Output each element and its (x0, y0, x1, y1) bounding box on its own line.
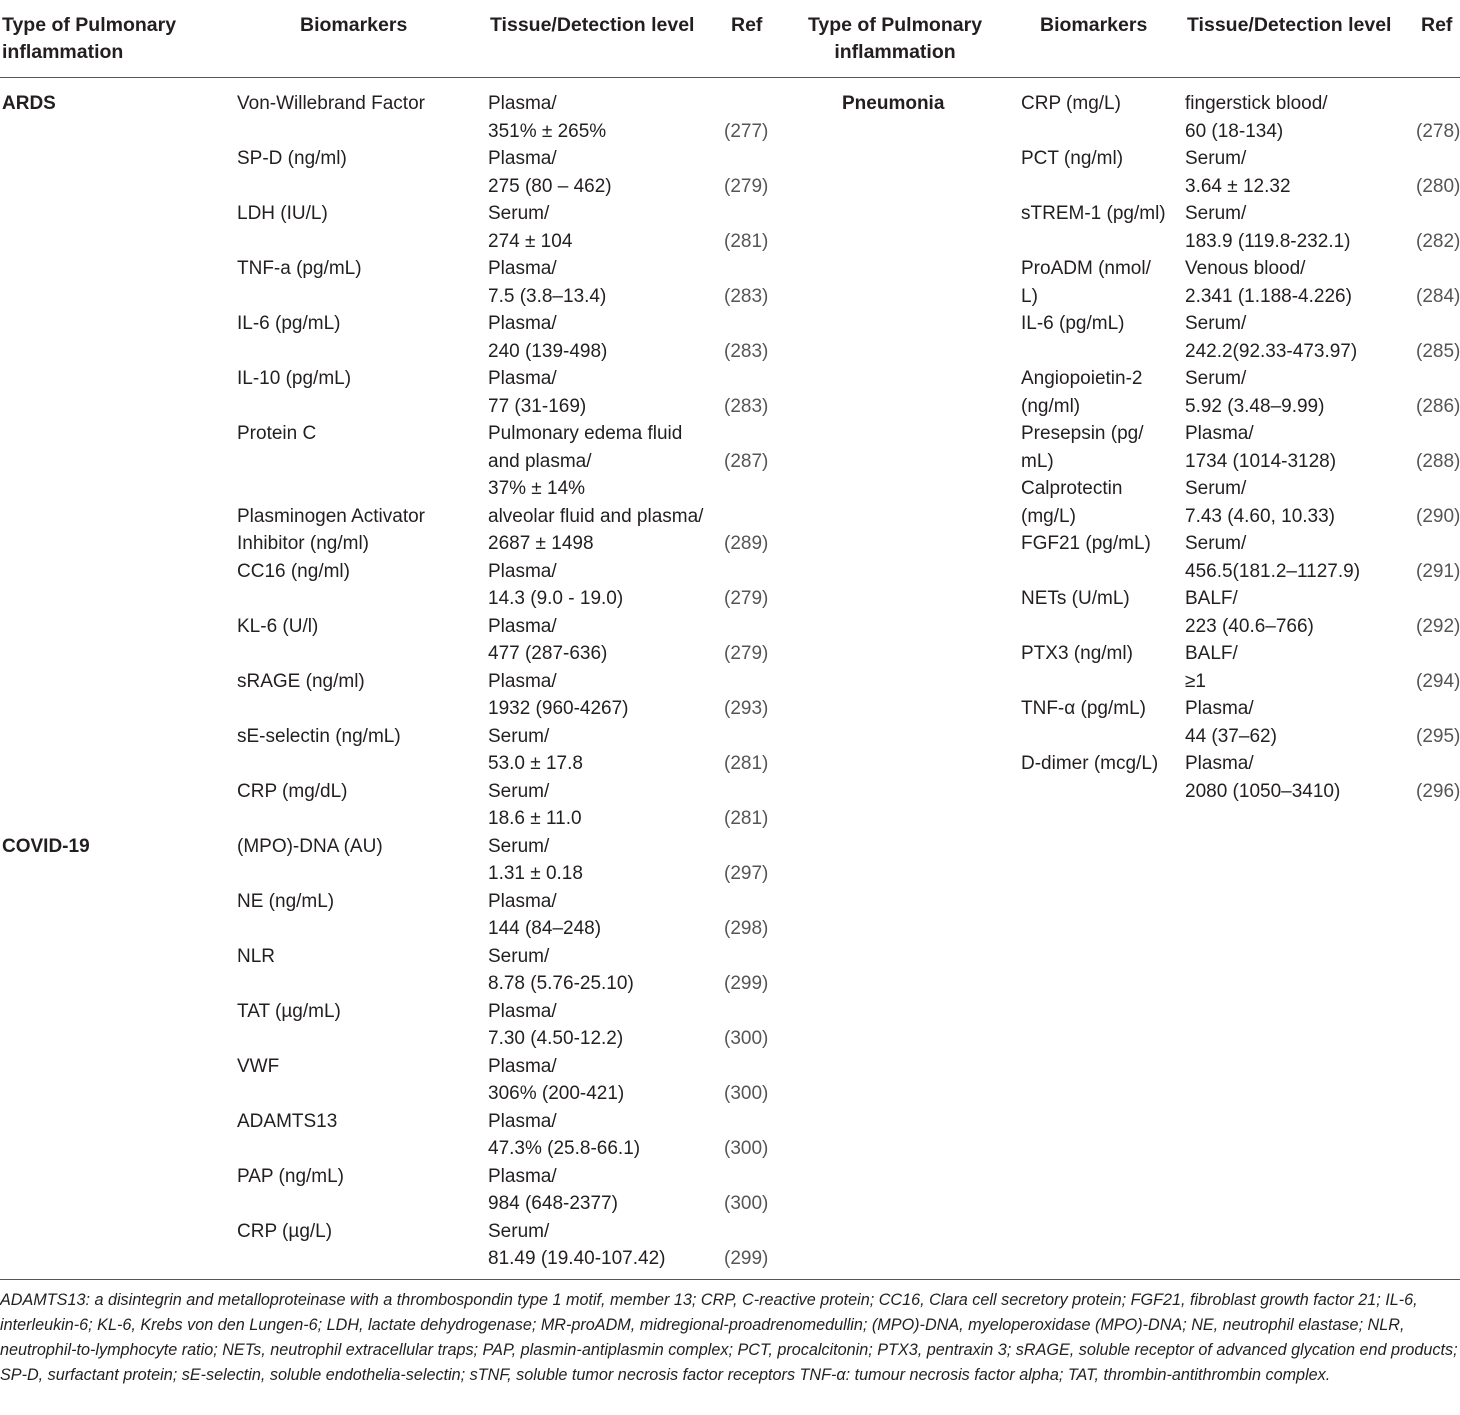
header-tissue-right: Tissue/Detection level (1187, 14, 1392, 36)
biomarker-cell: KL-6 (U/l) (237, 615, 319, 637)
tissue-cell: Plasma/ 44 (37–62) (1185, 698, 1277, 747)
tissue-cell: Plasma/ 7.5 (3.8–13.4) (488, 258, 607, 307)
biomarker-cell: CRP (mg/L) (1021, 93, 1121, 114)
biomarker-cell: PCT (ng/ml) (1021, 148, 1124, 169)
biomarker-cell: CRP (mg/dL) (237, 780, 348, 802)
ref-cell: (300) (724, 1083, 769, 1104)
biomarker-cell: D-dimer (mcg/L) (1021, 753, 1159, 774)
biomarker-cell: PTX3 (ng/ml) (1021, 643, 1133, 664)
biomarker-cell: Plasminogen Activator Inhibitor (ng/ml) (237, 505, 425, 554)
tissue-cell: Plasma/ 77 (31-169) (488, 368, 587, 417)
biomarker-cell: NLR (237, 945, 276, 967)
ref-cell: (287) (724, 450, 769, 472)
ref-cell: (279) (724, 175, 769, 197)
tissue-cell: Plasma/ 1734 (1014-3128) (1185, 423, 1337, 472)
category-label: Pneumonia (842, 93, 945, 114)
table-footnote: ADAMTS13: a disintegrin and metalloproteinase with a thrombospondin type 1 motif, member 13; CRP, C-reactive protein; CC16, Clara cell secretory protein; FGF21, fibroblast growth factor 21; IL-6, interleukin-6; KL-6, Krebs von den Lungen-6; LDH, lactate dehydrogenase; MR-proADM, midregional-proadrenomedullin; (MPO)-DNA, myeloperoxidase (MPO)-DNA; NE, neutrophil elastase; NLR, neutrophil-to-lymphocyte ratio; NETs, neutrophil extracellular traps; PAP, plasmin-antiplasmin complex; PCT, procalcitonin; PTX3, pentraxin 3; sRAGE, soluble receptor of advanced glycation end products; SP-D, surfactant protein; sE-selectin, soluble endothelia-selectin; sTNF, soluble tumor necrosis factor receptors TNF-α: tumour necrosis factor alpha; TAT, thrombin-antithrombin complex. (0, 1291, 1458, 1384)
tissue-cell: Serum/ 18.6 ± 11.0 (488, 780, 582, 829)
category-label: COVID-19 (2, 835, 90, 857)
biomarker-cell: NETs (U/mL) (1021, 588, 1130, 609)
header-divider (0, 77, 1460, 78)
biomarker-cell: FGF21 (pg/mL) (1021, 533, 1151, 554)
header-tissue-left: Tissue/Detection level (490, 14, 695, 36)
biomarker-cell: SP-D (ng/ml) (237, 148, 347, 169)
biomarker-cell: LDH (IU/L) (237, 203, 328, 224)
biomarker-cell: CC16 (ng/ml) (237, 560, 350, 582)
biomarker-cell: IL-6 (pg/mL) (1021, 313, 1125, 334)
tissue-cell: Plasma/ 14.3 (9.0 - 19.0) (488, 560, 624, 609)
tissue-cell: Plasma/ 240 (139-498) (488, 313, 608, 362)
biomarker-cell: VWF (237, 1055, 280, 1077)
biomarker-cell: IL-10 (pg/mL) (237, 368, 352, 389)
tissue-cell: Plasma/ 351% ± 265% (488, 93, 607, 142)
header-biomarkers-left: Biomarkers (300, 14, 408, 36)
header-type-left: Type of Pulmonary inflammation (2, 14, 177, 63)
biomarker-cell: sE-selectin (ng/mL) (237, 725, 401, 747)
tissue-cell: Serum/ 7.43 (4.60, 10.33) (1185, 478, 1335, 527)
tissue-cell: Serum/ 5.92 (3.48–9.99) (1185, 368, 1325, 417)
ref-cell: (281) (724, 230, 769, 252)
header-ref-left: Ref (731, 14, 763, 36)
tissue-cell: Serum/ 8.78 (5.76-25.10) (488, 945, 634, 994)
ref-cell: (282) (1416, 230, 1460, 252)
biomarker-cell: Angiopoietin-2 (ng/ml) (1021, 368, 1143, 417)
ref-cell: (281) (724, 753, 769, 774)
biomarker-cell: Von-Willebrand Factor (237, 93, 425, 114)
ref-cell: (293) (724, 698, 769, 719)
tissue-cell: Serum/ 81.49 (19.40-107.42) (488, 1220, 666, 1269)
ref-cell: (299) (724, 973, 769, 994)
ref-cell: (285) (1416, 340, 1460, 362)
tissue-cell: Serum/ 242.2(92.33-473.97) (1185, 313, 1358, 362)
header-type-right: Type of Pulmonary inflammation (807, 14, 983, 63)
ref-cell: (296) (1416, 780, 1460, 802)
header-biomarkers-right: Biomarkers (1040, 14, 1148, 36)
tissue-cell: Plasma/ 7.30 (4.50-12.2) (488, 1000, 624, 1049)
tissue-cell: Plasma/ 144 (84–248) (488, 890, 602, 939)
biomarker-cell: NE (ng/mL) (237, 890, 335, 912)
ref-cell: (284) (1416, 285, 1460, 307)
tissue-cell: Serum/ 456.5(181.2–1127.9) (1185, 533, 1361, 582)
biomarker-cell: Calprotectin (mg/L) (1021, 478, 1123, 527)
tissue-cell: BALF/ ≥1 (1185, 643, 1238, 692)
category-label: ARDS (2, 93, 56, 114)
biomarker-cell: TAT (µg/mL) (237, 1000, 341, 1022)
tissue-cell: fingerstick blood/ 60 (18-134) (1185, 93, 1328, 142)
ref-cell: (290) (1416, 505, 1460, 527)
ref-cell: (295) (1416, 725, 1460, 747)
tissue-cell: alveolar fluid and plasma/ 2687 ± 1498 (488, 505, 704, 554)
tissue-cell: Plasma/ 477 (287-636) (488, 615, 608, 664)
ref-cell: (300) (724, 1193, 769, 1214)
ref-cell: (283) (724, 285, 769, 307)
ref-cell: (292) (1416, 615, 1460, 637)
ref-cell: (297) (724, 863, 769, 884)
tissue-cell: Plasma/ 275 (80 – 462) (488, 148, 612, 197)
ref-cell: (283) (724, 395, 769, 417)
tissue-cell: Venous blood/ 2.341 (1.188-4.226) (1185, 258, 1352, 307)
biomarker-cell: TNF-α (pg/mL) (1021, 698, 1146, 719)
ref-cell: (298) (724, 918, 769, 939)
tissue-cell: BALF/ 223 (40.6–766) (1185, 588, 1314, 637)
tissue-cell: Plasma/ 47.3% (25.8-66.1) (488, 1110, 641, 1159)
biomarker-cell: sTREM-1 (pg/ml) (1021, 203, 1166, 224)
biomarker-cell: CRP (µg/L) (237, 1220, 333, 1242)
biomarker-cell: (MPO)-DNA (AU) (237, 835, 383, 857)
tissue-cell: Plasma/ 984 (648-2377) (488, 1165, 618, 1214)
ref-cell: (278) (1416, 120, 1460, 142)
biomarker-cell: TNF-a (pg/mL) (237, 258, 362, 279)
tissue-cell: Plasma/ 306% (200-421) (488, 1055, 625, 1104)
tissue-cell: Serum/ 1.31 ± 0.18 (488, 835, 583, 884)
tissue-cell: Pulmonary edema fluid and plasma/ 37% ± 14% (488, 423, 683, 499)
tissue-cell: Serum/ 183.9 (119.8-232.1) (1185, 203, 1351, 252)
biomarker-cell: IL-6 (pg/mL) (237, 313, 341, 334)
ref-cell: (283) (724, 340, 769, 362)
biomarker-cell: PAP (ng/mL) (237, 1165, 345, 1187)
ref-cell: (279) (724, 588, 769, 609)
biomarker-cell: Presepsin (pg/ mL) (1021, 423, 1144, 472)
ref-cell: (289) (724, 533, 769, 554)
header-ref-right: Ref (1421, 14, 1453, 36)
ref-cell: (288) (1416, 450, 1460, 472)
biomarker-cell: sRAGE (ng/ml) (237, 670, 365, 692)
ref-cell: (279) (724, 643, 769, 664)
tissue-cell: Serum/ 53.0 ± 17.8 (488, 725, 583, 774)
ref-cell: (299) (724, 1248, 769, 1269)
ref-cell: (300) (724, 1138, 769, 1159)
tissue-cell: Plasma/ 1932 (960-4267) (488, 670, 629, 719)
ref-cell: (291) (1416, 560, 1460, 582)
tissue-cell: Serum/ 3.64 ± 12.32 (1185, 148, 1291, 197)
biomarker-cell: ProADM (nmol/ L) (1021, 258, 1151, 307)
ref-cell: (281) (724, 808, 769, 829)
ref-cell: (286) (1416, 395, 1460, 417)
ref-cell: (280) (1416, 175, 1460, 197)
footer-divider (0, 1279, 1460, 1280)
ref-cell: (277) (724, 120, 769, 142)
tissue-cell: Plasma/ 2080 (1050–3410) (1185, 753, 1341, 802)
biomarker-cell: ADAMTS13 (237, 1110, 338, 1132)
ref-cell: (300) (724, 1028, 769, 1049)
tissue-cell: Serum/ 274 ± 104 (488, 203, 573, 252)
ref-cell: (294) (1416, 670, 1460, 692)
biomarker-cell: Protein C (237, 423, 317, 444)
